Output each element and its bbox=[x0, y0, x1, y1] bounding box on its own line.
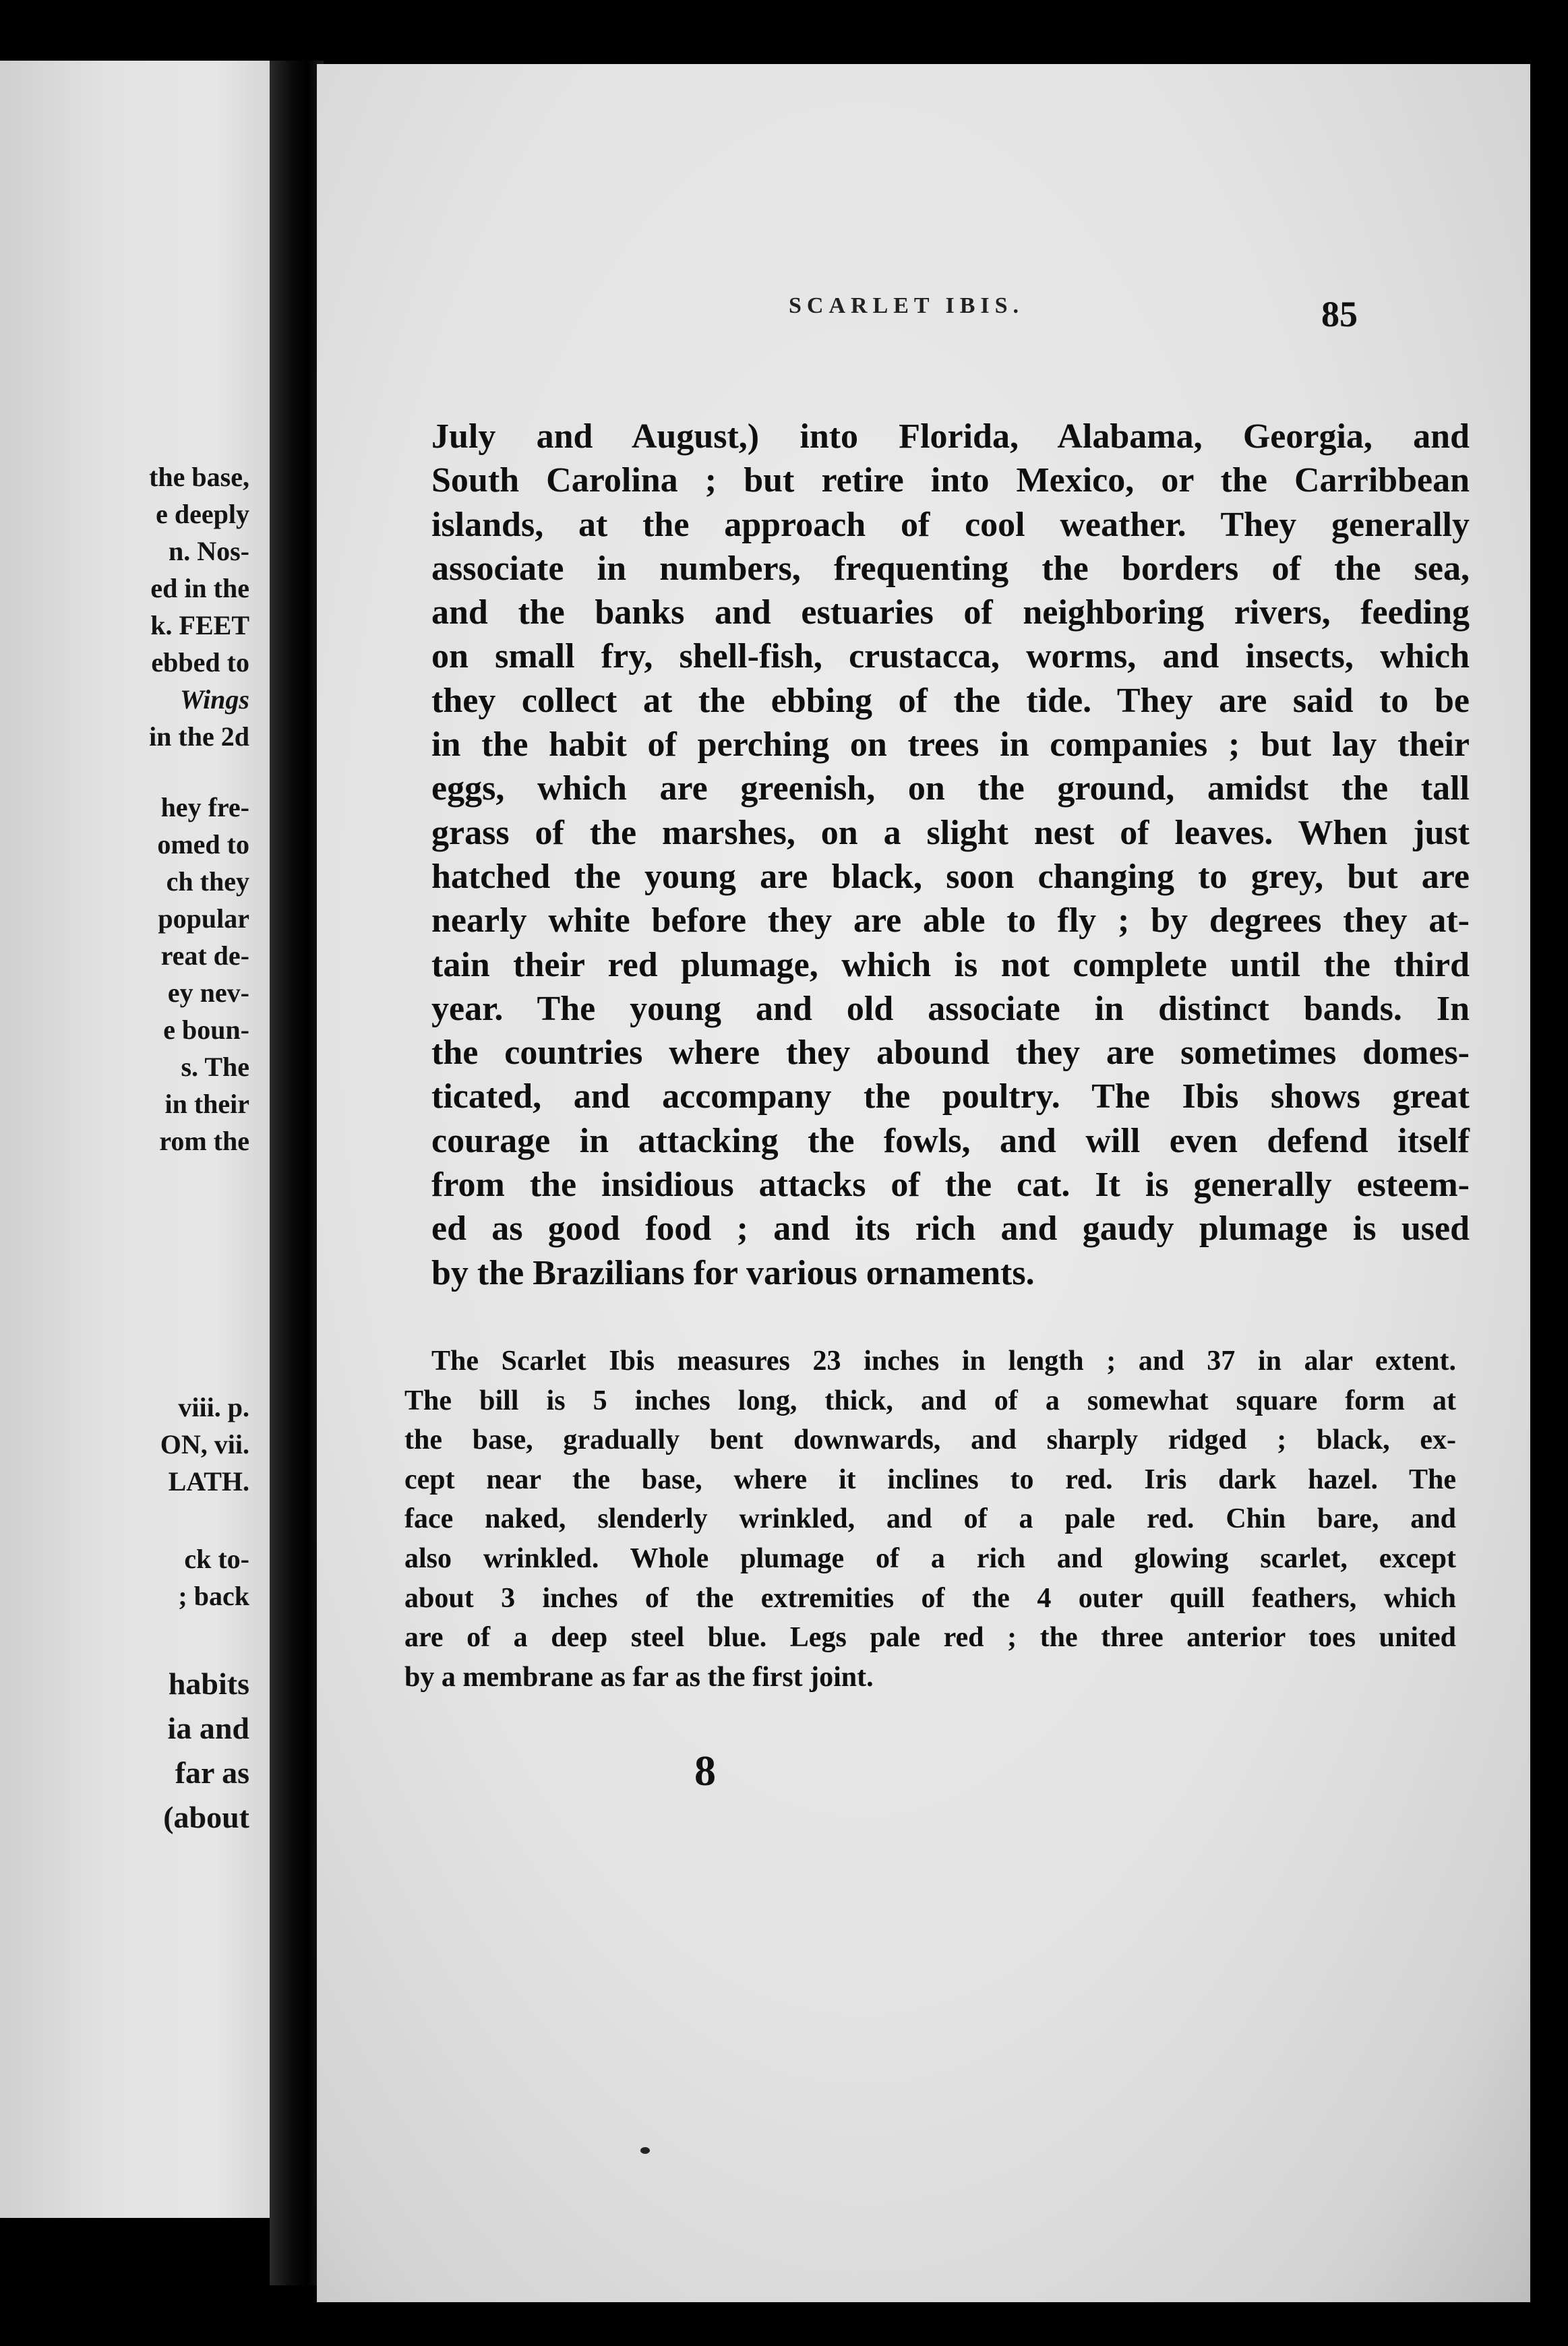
facing-line: habits bbox=[168, 1666, 249, 1701]
note-line: about 3 inches of the extremities of the 4 outer quill feathers, which bbox=[404, 1582, 1456, 1614]
text-line: islands, at the approach of cool weather. They generally bbox=[431, 505, 1470, 544]
note-line: the base, gradually bent downwards, and sharply ridged ; black, ex- bbox=[404, 1424, 1456, 1456]
facing-line: omed to bbox=[157, 829, 249, 860]
text-line: ticated, and accompany the poultry. The Ibis shows great bbox=[431, 1077, 1470, 1116]
text-line: by the Brazilians for various ornaments. bbox=[431, 1253, 1035, 1292]
main-paragraph bbox=[431, 415, 1470, 1295]
text-line: hatched the young are black, soon changing to grey, but are bbox=[431, 857, 1470, 896]
facing-page bbox=[0, 61, 270, 2218]
note-line: are of a deep steel blue. Legs pale red ; the three anterior toes united bbox=[404, 1622, 1456, 1654]
facing-line: (about bbox=[163, 1800, 249, 1834]
note-line: The bill is 5 inches long, thick, and of a somewhat square form at bbox=[404, 1385, 1456, 1416]
text-line: they collect at the ebbing of the tide. They are said to be bbox=[431, 681, 1470, 720]
facing-line: hey fre- bbox=[160, 792, 249, 822]
text-line: courage in attacking the fowls, and will even defend itself bbox=[431, 1121, 1470, 1160]
note-line: by a membrane as far as the first joint. bbox=[404, 1661, 874, 1693]
text-line: eggs, which are greenish, on the ground, amidst the tall bbox=[431, 769, 1470, 808]
facing-line: LATH. bbox=[168, 1466, 249, 1497]
facing-line: ebbed to bbox=[151, 647, 249, 678]
facing-line: ch they bbox=[166, 866, 249, 897]
text-line: July and August,) into Florida, Alabama, Georgia, and bbox=[431, 417, 1470, 456]
facing-line: viii. p. bbox=[178, 1392, 249, 1422]
running-head: SCARLET IBIS. bbox=[789, 293, 1025, 318]
facing-line: ia and bbox=[167, 1711, 249, 1745]
text-line: from the insidious attacks of the cat. It is generally esteem- bbox=[431, 1166, 1470, 1205]
note-line: also wrinkled. Whole plumage of a rich and glowing scarlet, except bbox=[404, 1542, 1456, 1574]
facing-line: in their bbox=[164, 1089, 249, 1119]
facing-line: n. Nos- bbox=[168, 536, 249, 566]
text-line: ed as good food ; and its rich and gaudy plumage is used bbox=[431, 1209, 1470, 1249]
note-line: cept near the base, where it inclines to red. Iris dark hazel. The bbox=[404, 1464, 1456, 1495]
text-line: on small fry, shell-fish, crustacca, worms, and insects, which bbox=[431, 637, 1470, 676]
book-page bbox=[317, 64, 1530, 2302]
facing-line: far as bbox=[175, 1755, 249, 1790]
facing-line: Wings bbox=[179, 684, 249, 715]
text-line: and the banks and estuaries of neighboring rivers, feeding bbox=[431, 593, 1470, 632]
facing-line: ey nev- bbox=[167, 977, 249, 1008]
facing-line: k. FEET bbox=[150, 610, 249, 640]
page-number: 85 bbox=[1321, 294, 1358, 334]
note-line: The Scarlet Ibis measures 23 inches in length ; and 37 in alar extent. bbox=[431, 1346, 1456, 1377]
ink-speck bbox=[640, 2147, 650, 2154]
description-note bbox=[404, 1342, 1456, 1697]
text-line: year. The young and old associate in distinct bands. In bbox=[431, 989, 1470, 1028]
facing-line: e deeply bbox=[156, 499, 249, 529]
book-gutter bbox=[270, 61, 324, 2285]
text-line: the countries where they abound they are sometimes domes- bbox=[431, 1033, 1470, 1073]
signature-mark: 8 bbox=[694, 1747, 716, 1795]
note-line: face naked, slenderly wrinkled, and of a pale red. Chin bare, and bbox=[404, 1503, 1456, 1535]
facing-line: in the 2d bbox=[149, 721, 249, 752]
facing-page-text bbox=[47, 458, 249, 1840]
facing-line: ON, vii. bbox=[160, 1429, 249, 1460]
text-line: tain their red plumage, which is not complete until the third bbox=[431, 945, 1470, 984]
facing-line: ed in the bbox=[150, 573, 249, 603]
text-line: in the habit of perching on trees in companies ; but lay their bbox=[431, 725, 1470, 764]
facing-line: rom the bbox=[159, 1126, 249, 1156]
facing-line: the base, bbox=[149, 462, 249, 492]
facing-line: ck to- bbox=[184, 1544, 249, 1574]
text-line: grass of the marshes, on a slight nest of leaves. When just bbox=[431, 813, 1470, 852]
facing-line: e boun- bbox=[163, 1015, 249, 1045]
text-line: South Carolina ; but retire into Mexico, or the Carribbean bbox=[431, 461, 1470, 500]
facing-line: popular bbox=[158, 903, 249, 934]
facing-line: ; back bbox=[178, 1581, 249, 1611]
facing-line: s. The bbox=[181, 1052, 249, 1082]
facing-line: reat de- bbox=[160, 940, 249, 971]
text-line: nearly white before they are able to fly ; by degrees they at- bbox=[431, 901, 1470, 940]
text-line: associate in numbers, frequenting the borders of the sea, bbox=[431, 549, 1470, 588]
